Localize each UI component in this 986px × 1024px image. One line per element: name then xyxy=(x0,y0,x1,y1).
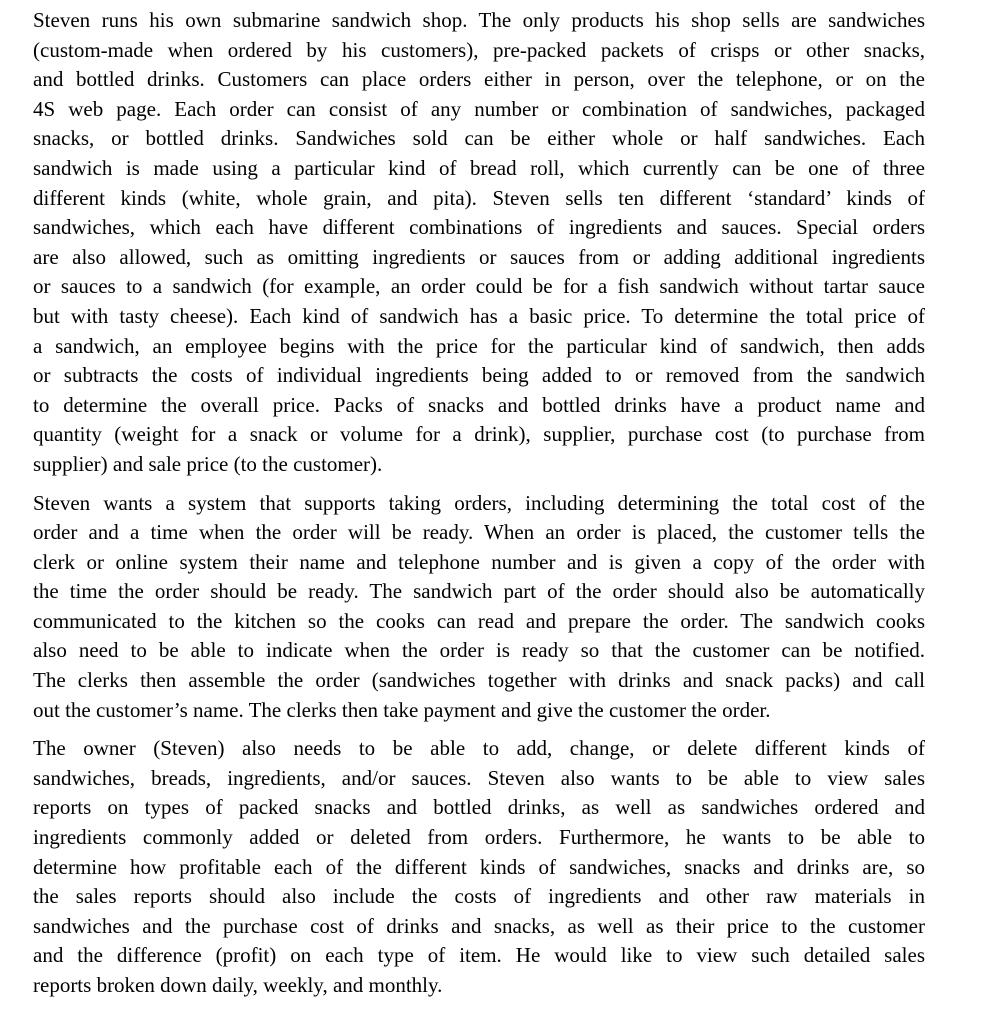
text-line: and the difference (profit) on each type of item. He would like to view such detailed sales xyxy=(33,943,925,968)
text-line: and bottled drinks. Customers can place orders either in person, over the telephone, or on the xyxy=(33,67,925,92)
text-line: (custom-made when ordered by his customers), pre-packed packets of crisps or other snacks, xyxy=(33,37,925,62)
text-line: snacks, or bottled drinks. Sandwiches sold can be either whole or half sandwiches. Each xyxy=(33,126,925,151)
text-line: out the customer’s name. The clerks then take payment and give the customer the order. xyxy=(33,697,771,722)
text-line: 4S web page. Each order can consist of any number or combination of sandwiches, packaged xyxy=(33,96,925,121)
text-line: The owner (Steven) also needs to be able to add, change, or delete different kinds of xyxy=(33,736,925,761)
text-line: sandwich is made using a particular kind of bread roll, which currently can be one of three xyxy=(33,155,925,180)
text-line: order and a time when the order will be ready. When an order is placed, the customer tells the xyxy=(33,520,925,545)
text-line: different kinds (white, whole grain, and pita). Steven sells ten different ‘standard’ kinds of xyxy=(33,185,925,210)
text-line: but with tasty cheese). Each kind of sandwich has a basic price. To determine the total price of xyxy=(33,303,925,328)
text-line: sandwiches, breads, ingredients, and/or sauces. Steven also wants to be able to view sales xyxy=(33,765,925,790)
text-line: the time the order should be ready. The sandwich part of the order should also be automatically xyxy=(33,579,925,604)
text-line: quantity (weight for a snack or volume for a drink), supplier, purchase cost (to purchase from xyxy=(33,422,925,447)
text-line: the sales reports should also include the costs of ingredients and other raw materials in xyxy=(33,884,925,909)
paragraph xyxy=(33,489,925,726)
text-line: The clerks then assemble the order (sandwiches together with drinks and snack packs) and call xyxy=(33,668,925,693)
document-body xyxy=(33,6,925,1010)
paragraph xyxy=(33,6,925,480)
text-line: a sandwich, an employee begins with the price for the particular kind of sandwich, then adds xyxy=(33,333,925,358)
text-line: Steven wants a system that supports taking orders, including determining the total cost of the xyxy=(33,490,925,515)
text-line: also need to be able to indicate when the order is ready so that the customer can be notified. xyxy=(33,638,925,663)
text-line: to determine the overall price. Packs of snacks and bottled drinks have a product name and xyxy=(33,392,925,417)
text-line: communicated to the kitchen so the cooks can read and prepare the order. The sandwich cooks xyxy=(33,608,925,633)
text-line: are also allowed, such as omitting ingredients or sauces from or adding additional ingredients xyxy=(33,244,925,269)
text-line: clerk or online system their name and telephone number and is given a copy of the order with xyxy=(33,549,925,574)
text-line: or subtracts the costs of individual ingredients being added to or removed from the sandwich xyxy=(33,363,925,388)
text-line: supplier) and sale price (to the customer). xyxy=(33,451,383,476)
text-line: reports on types of packed snacks and bottled drinks, as well as sandwiches ordered and xyxy=(33,795,925,820)
paragraph xyxy=(33,734,925,1000)
text-line: ingredients commonly added or deleted from orders. Furthermore, he wants to be able to xyxy=(33,825,925,850)
text-line: sandwiches and the purchase cost of drinks and snacks, as well as their price to the customer xyxy=(33,913,925,938)
text-line: or sauces to a sandwich (for example, an order could be for a fish sandwich without tartar sauce xyxy=(33,274,925,299)
text-line: Steven runs his own submarine sandwich shop. The only products his shop sells are sandwiches xyxy=(33,8,925,32)
text-line: determine how profitable each of the different kinds of sandwiches, snacks and drinks are, so xyxy=(33,854,925,879)
text-line: reports broken down daily, weekly, and monthly. xyxy=(33,973,443,997)
text-line: sandwiches, which each have different combinations of ingredients and sauces. Special orders xyxy=(33,215,925,240)
